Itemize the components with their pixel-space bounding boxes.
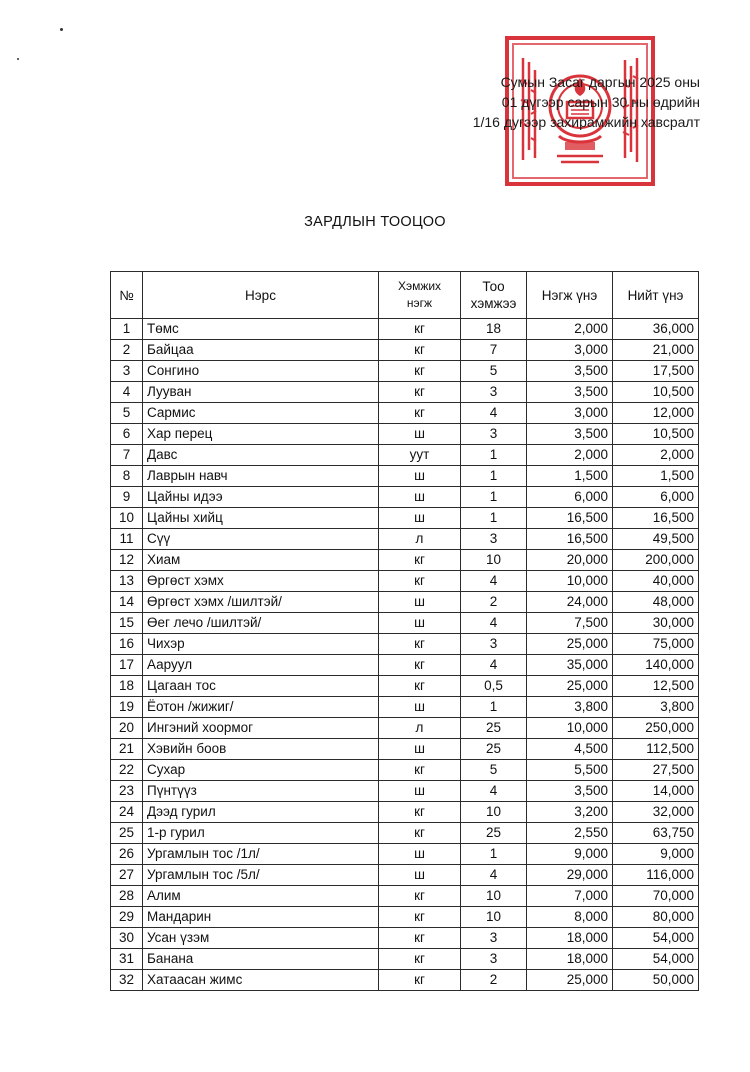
cell-unit: кг — [379, 571, 461, 592]
table-row — [111, 361, 699, 382]
cell-no: 10 — [111, 508, 143, 529]
cell-qty: 25 — [461, 718, 527, 739]
header-line-1: Сумын Засаг даргын 2025 оны — [500, 74, 700, 90]
cell-name: Ургамлын тос /5л/ — [143, 865, 379, 886]
cell-unit-price: 3,500 — [527, 361, 613, 382]
cell-total-price: 250,000 — [613, 718, 699, 739]
cell-unit: кг — [379, 655, 461, 676]
cell-unit-price: 5,500 — [527, 760, 613, 781]
cell-name: Сухар — [143, 760, 379, 781]
cell-total-price: 200,000 — [613, 550, 699, 571]
table-row — [111, 970, 699, 991]
col-header-qty — [461, 272, 527, 319]
table-row — [111, 844, 699, 865]
table-row — [111, 613, 699, 634]
cell-name: Сонгино — [143, 361, 379, 382]
cell-name: Лаврын навч — [143, 466, 379, 487]
cell-qty: 3 — [461, 424, 527, 445]
cell-name: Өргөст хэмх — [143, 571, 379, 592]
cell-total-price: 54,000 — [613, 949, 699, 970]
table-row — [111, 445, 699, 466]
cell-total-price: 16,500 — [613, 508, 699, 529]
cell-total-price: 21,000 — [613, 340, 699, 361]
cell-qty: 2 — [461, 970, 527, 991]
cell-no: 12 — [111, 550, 143, 571]
cell-unit-price: 9,000 — [527, 844, 613, 865]
cell-name: Хиам — [143, 550, 379, 571]
cell-qty: 4 — [461, 865, 527, 886]
cell-unit: кг — [379, 970, 461, 991]
cell-qty: 3 — [461, 634, 527, 655]
cell-no: 23 — [111, 781, 143, 802]
cell-no: 17 — [111, 655, 143, 676]
table-row — [111, 886, 699, 907]
table-row — [111, 382, 699, 403]
cell-unit: уут — [379, 445, 461, 466]
table-row — [111, 487, 699, 508]
cell-qty: 3 — [461, 382, 527, 403]
cell-unit-price: 3,500 — [527, 382, 613, 403]
cell-name: 1-р гурил — [143, 823, 379, 844]
table-row — [111, 550, 699, 571]
cell-total-price: 63,750 — [613, 823, 699, 844]
cell-qty: 7 — [461, 340, 527, 361]
cell-total-price: 140,000 — [613, 655, 699, 676]
cell-unit: кг — [379, 340, 461, 361]
cell-name: Сармис — [143, 403, 379, 424]
cell-qty: 4 — [461, 781, 527, 802]
cell-name: Хатаасан жимс — [143, 970, 379, 991]
col-header-unit-line1: Хэмжих — [397, 279, 442, 293]
col-header-name: Нэрс — [143, 272, 379, 319]
cell-unit: л — [379, 718, 461, 739]
cell-qty: 10 — [461, 802, 527, 823]
cell-total-price: 9,000 — [613, 844, 699, 865]
cell-name: Өргөст хэмх /шилтэй/ — [143, 592, 379, 613]
cell-no: 16 — [111, 634, 143, 655]
cell-unit: кг — [379, 949, 461, 970]
cell-no: 20 — [111, 718, 143, 739]
cell-no: 14 — [111, 592, 143, 613]
cell-name: Лууван — [143, 382, 379, 403]
cell-qty: 1 — [461, 445, 527, 466]
cell-no: 22 — [111, 760, 143, 781]
header-line-2: 01 дүгээр сарын 30 ны өдрийн — [501, 94, 700, 110]
table-row — [111, 760, 699, 781]
cell-unit: ш — [379, 613, 461, 634]
table-row — [111, 718, 699, 739]
cell-no: 9 — [111, 487, 143, 508]
cell-total-price: 1,500 — [613, 466, 699, 487]
expense-table — [110, 271, 699, 991]
cell-total-price: 70,000 — [613, 886, 699, 907]
table-row — [111, 319, 699, 340]
table-row — [111, 949, 699, 970]
cell-total-price: 12,500 — [613, 676, 699, 697]
cell-name: Цайны хийц — [143, 508, 379, 529]
cell-unit: ш — [379, 592, 461, 613]
cell-unit-price: 2,000 — [527, 319, 613, 340]
cell-unit-price: 3,500 — [527, 781, 613, 802]
cell-total-price: 12,000 — [613, 403, 699, 424]
cell-unit-price: 7,500 — [527, 613, 613, 634]
cell-name: Ургамлын тос /1л/ — [143, 844, 379, 865]
cell-total-price: 32,000 — [613, 802, 699, 823]
cell-unit: ш — [379, 865, 461, 886]
cell-name: Байцаа — [143, 340, 379, 361]
cell-unit: кг — [379, 361, 461, 382]
cell-name: Цагаан тос — [143, 676, 379, 697]
cell-total-price: 2,000 — [613, 445, 699, 466]
cell-unit-price: 4,500 — [527, 739, 613, 760]
cell-unit-price: 16,500 — [527, 508, 613, 529]
cell-total-price: 48,000 — [613, 592, 699, 613]
header-line-3: 1/16 дугээр захирамжийн хавсралт — [472, 114, 700, 130]
cell-name: Мандарин — [143, 907, 379, 928]
cell-qty: 4 — [461, 571, 527, 592]
cell-total-price: 80,000 — [613, 907, 699, 928]
cell-name: Ааруул — [143, 655, 379, 676]
table-row — [111, 634, 699, 655]
table-row — [111, 823, 699, 844]
cell-unit-price: 25,000 — [527, 634, 613, 655]
cell-total-price: 50,000 — [613, 970, 699, 991]
cell-no: 4 — [111, 382, 143, 403]
cell-unit: ш — [379, 487, 461, 508]
cell-total-price: 30,000 — [613, 613, 699, 634]
cell-unit-price: 29,000 — [527, 865, 613, 886]
cell-qty: 1 — [461, 487, 527, 508]
table-row — [111, 571, 699, 592]
cell-unit: кг — [379, 319, 461, 340]
cell-name: Ёотон /жижиг/ — [143, 697, 379, 718]
cell-qty: 25 — [461, 823, 527, 844]
col-header-qty-line2: хэмжээ — [470, 296, 517, 311]
cell-no: 24 — [111, 802, 143, 823]
cell-qty: 1 — [461, 466, 527, 487]
cell-no: 2 — [111, 340, 143, 361]
cell-name: Усан үзэм — [143, 928, 379, 949]
table-row — [111, 529, 699, 550]
cell-qty: 4 — [461, 613, 527, 634]
cell-unit-price: 24,000 — [527, 592, 613, 613]
cell-name: Ингэний хоормог — [143, 718, 379, 739]
cell-unit: кг — [379, 760, 461, 781]
cell-unit: кг — [379, 550, 461, 571]
cell-qty: 1 — [461, 697, 527, 718]
col-header-total-price: Нийт үнэ — [613, 272, 699, 319]
cell-unit-price: 20,000 — [527, 550, 613, 571]
cell-unit: ш — [379, 424, 461, 445]
cell-unit-price: 35,000 — [527, 655, 613, 676]
cell-total-price: 49,500 — [613, 529, 699, 550]
cell-qty: 2 — [461, 592, 527, 613]
table-row — [111, 781, 699, 802]
cell-qty: 1 — [461, 508, 527, 529]
table-row — [111, 655, 699, 676]
cell-qty: 18 — [461, 319, 527, 340]
cell-no: 19 — [111, 697, 143, 718]
cell-unit: кг — [379, 403, 461, 424]
table-row — [111, 424, 699, 445]
table-row — [111, 739, 699, 760]
cell-total-price: 54,000 — [613, 928, 699, 949]
cell-name: Сүү — [143, 529, 379, 550]
cell-unit: ш — [379, 508, 461, 529]
cell-total-price: 17,500 — [613, 361, 699, 382]
cell-unit-price: 3,800 — [527, 697, 613, 718]
col-header-unit-line2: нэгж — [406, 296, 433, 310]
cell-name: Дээд гурил — [143, 802, 379, 823]
cell-unit-price: 3,500 — [527, 424, 613, 445]
annex-header — [440, 72, 700, 132]
cell-unit-price: 7,000 — [527, 886, 613, 907]
cell-no: 3 — [111, 361, 143, 382]
cell-unit: кг — [379, 823, 461, 844]
cell-unit-price: 3,200 — [527, 802, 613, 823]
cell-no: 32 — [111, 970, 143, 991]
cell-unit-price: 18,000 — [527, 928, 613, 949]
table-row — [111, 907, 699, 928]
cell-no: 5 — [111, 403, 143, 424]
table-row — [111, 676, 699, 697]
cell-no: 29 — [111, 907, 143, 928]
cell-no: 25 — [111, 823, 143, 844]
cell-unit: кг — [379, 676, 461, 697]
cell-total-price: 10,500 — [613, 424, 699, 445]
cell-name: Өег лечо /шилтэй/ — [143, 613, 379, 634]
cell-qty: 4 — [461, 403, 527, 424]
cell-unit-price: 2,550 — [527, 823, 613, 844]
cell-qty: 1 — [461, 844, 527, 865]
cell-qty: 5 — [461, 760, 527, 781]
cell-qty: 10 — [461, 886, 527, 907]
cell-unit: ш — [379, 697, 461, 718]
table-row — [111, 340, 699, 361]
cell-qty: 5 — [461, 361, 527, 382]
col-header-unit-price: Нэгж үнэ — [527, 272, 613, 319]
cell-no: 30 — [111, 928, 143, 949]
table-row — [111, 802, 699, 823]
cell-no: 7 — [111, 445, 143, 466]
cell-no: 11 — [111, 529, 143, 550]
cell-unit-price: 1,500 — [527, 466, 613, 487]
cell-no: 13 — [111, 571, 143, 592]
cell-unit: кг — [379, 928, 461, 949]
cell-qty: 25 — [461, 739, 527, 760]
cell-unit: кг — [379, 907, 461, 928]
cell-no: 15 — [111, 613, 143, 634]
cell-qty: 10 — [461, 907, 527, 928]
cell-unit: л — [379, 529, 461, 550]
cell-no: 18 — [111, 676, 143, 697]
cell-qty: 3 — [461, 928, 527, 949]
cell-no: 1 — [111, 319, 143, 340]
cell-unit-price: 18,000 — [527, 949, 613, 970]
cell-unit-price: 6,000 — [527, 487, 613, 508]
table-row — [111, 928, 699, 949]
col-header-unit — [379, 272, 461, 319]
cell-unit: кг — [379, 382, 461, 403]
cell-no: 28 — [111, 886, 143, 907]
cell-qty: 0,5 — [461, 676, 527, 697]
cell-name: Хар перец — [143, 424, 379, 445]
table-row — [111, 508, 699, 529]
cell-total-price: 14,000 — [613, 781, 699, 802]
cell-qty: 4 — [461, 655, 527, 676]
cell-unit-price: 3,000 — [527, 403, 613, 424]
cell-total-price: 6,000 — [613, 487, 699, 508]
cell-unit-price: 3,000 — [527, 340, 613, 361]
cell-total-price: 3,800 — [613, 697, 699, 718]
cell-unit-price: 10,000 — [527, 718, 613, 739]
cell-unit: ш — [379, 466, 461, 487]
table-header-row — [111, 272, 699, 319]
cell-total-price: 112,500 — [613, 739, 699, 760]
table-row — [111, 403, 699, 424]
cell-qty: 3 — [461, 529, 527, 550]
table-row — [111, 592, 699, 613]
cell-no: 21 — [111, 739, 143, 760]
cell-total-price: 36,000 — [613, 319, 699, 340]
scan-speck — [17, 58, 19, 60]
cell-unit-price: 2,000 — [527, 445, 613, 466]
cell-no: 8 — [111, 466, 143, 487]
cell-name: Алим — [143, 886, 379, 907]
cell-qty: 3 — [461, 949, 527, 970]
cell-unit-price: 10,000 — [527, 571, 613, 592]
cell-name: Чихэр — [143, 634, 379, 655]
cell-qty: 10 — [461, 550, 527, 571]
cell-no: 31 — [111, 949, 143, 970]
cell-unit: кг — [379, 886, 461, 907]
cell-unit: ш — [379, 844, 461, 865]
cell-unit: ш — [379, 781, 461, 802]
cell-name: Банана — [143, 949, 379, 970]
cell-name: Хэвийн боов — [143, 739, 379, 760]
cell-total-price: 27,500 — [613, 760, 699, 781]
cell-unit: кг — [379, 634, 461, 655]
col-header-qty-line1: Тоо — [482, 279, 505, 294]
cell-total-price: 10,500 — [613, 382, 699, 403]
cell-name: Пүнтүүз — [143, 781, 379, 802]
cell-unit-price: 25,000 — [527, 970, 613, 991]
cell-no: 27 — [111, 865, 143, 886]
cell-name: Төмс — [143, 319, 379, 340]
cell-unit-price: 25,000 — [527, 676, 613, 697]
scan-speck — [60, 28, 63, 31]
table-row — [111, 865, 699, 886]
cell-total-price: 116,000 — [613, 865, 699, 886]
table-row — [111, 466, 699, 487]
cell-name: Цайны идээ — [143, 487, 379, 508]
cell-no: 26 — [111, 844, 143, 865]
cell-no: 6 — [111, 424, 143, 445]
cell-unit-price: 8,000 — [527, 907, 613, 928]
document-title: ЗАРДЛЫН ТООЦОО — [304, 214, 446, 230]
cell-unit: ш — [379, 739, 461, 760]
cell-name: Давс — [143, 445, 379, 466]
col-header-no: № — [111, 272, 143, 319]
cell-total-price: 40,000 — [613, 571, 699, 592]
cell-unit-price: 16,500 — [527, 529, 613, 550]
cell-total-price: 75,000 — [613, 634, 699, 655]
table-row — [111, 697, 699, 718]
cell-unit: кг — [379, 802, 461, 823]
